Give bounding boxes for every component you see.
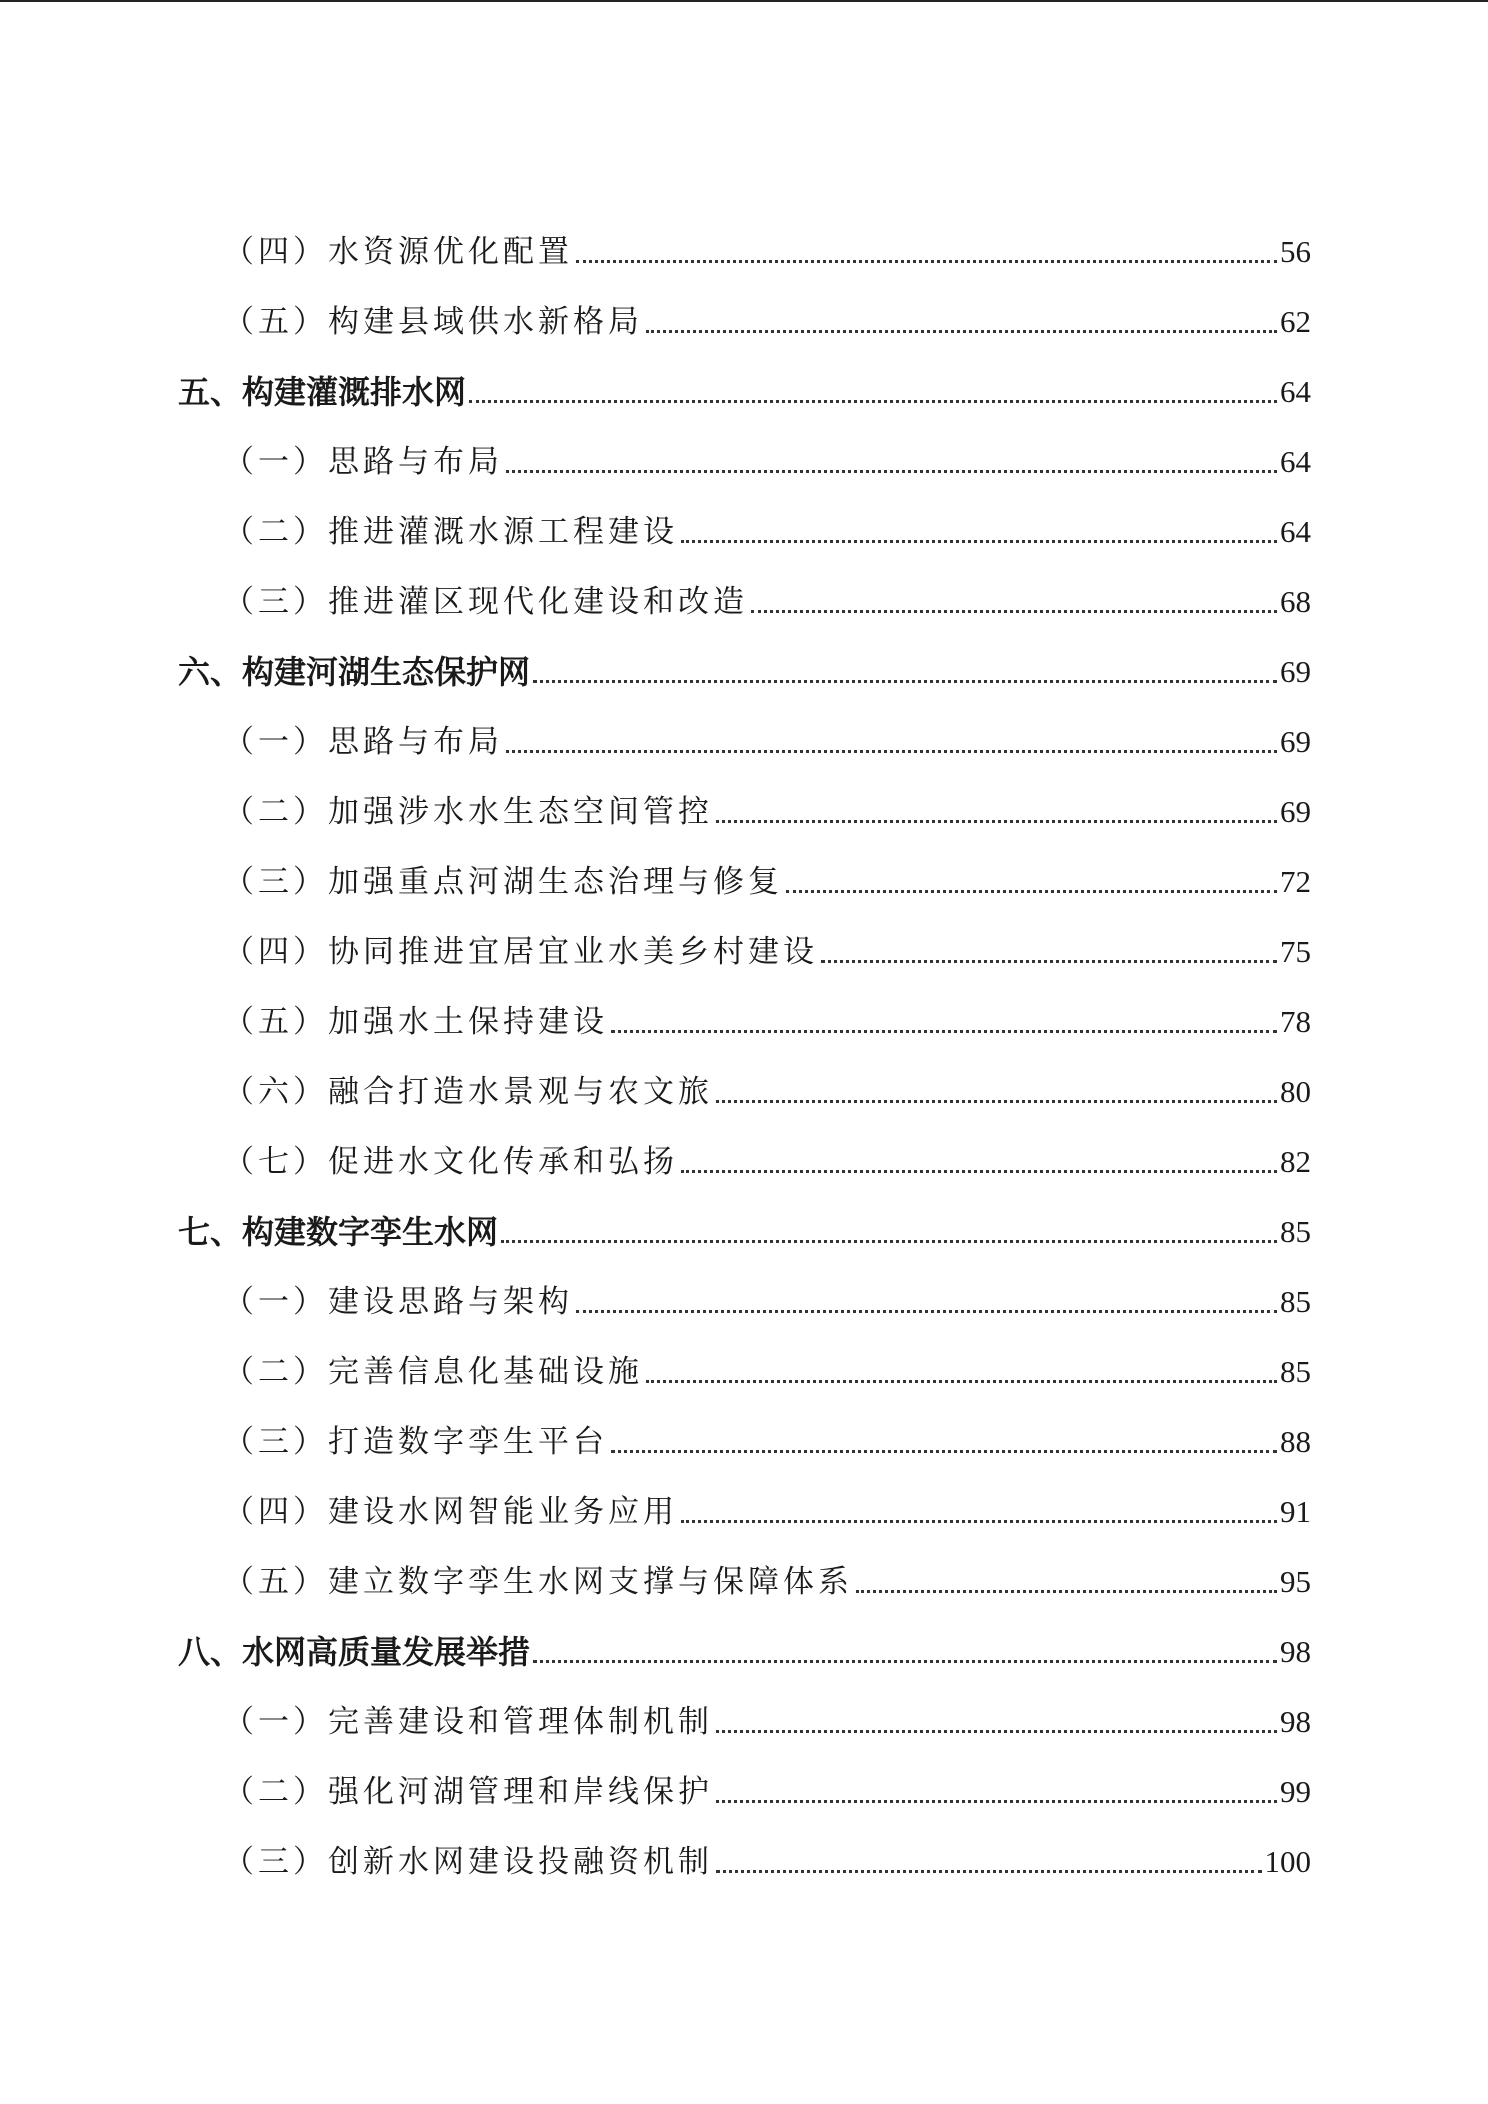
toc-page-number: 64 bbox=[1280, 444, 1311, 479]
toc-dot-leader bbox=[751, 610, 1277, 613]
toc-entry-section bbox=[223, 286, 1311, 342]
toc-entry-section bbox=[223, 1336, 1311, 1392]
toc-entry-title: （一）思路与布局 bbox=[223, 724, 503, 760]
toc-page-number: 80 bbox=[1280, 1074, 1311, 1109]
toc-page-number: 100 bbox=[1264, 1844, 1311, 1879]
toc-page-number: 85 bbox=[1280, 1214, 1311, 1249]
toc-entry-title: （一）思路与布局 bbox=[223, 444, 503, 480]
toc-page-number: 69 bbox=[1280, 794, 1311, 829]
toc-entry-title: （一）建设思路与架构 bbox=[223, 1284, 573, 1320]
toc-dot-leader bbox=[506, 750, 1277, 753]
toc-dot-leader bbox=[576, 260, 1277, 263]
toc-dot-leader bbox=[501, 1240, 1277, 1243]
toc-entry-title: （五）建立数字孪生水网支撑与保障体系 bbox=[223, 1564, 853, 1600]
toc-entry-section bbox=[223, 496, 1311, 552]
toc-entry-title: （五）加强水土保持建设 bbox=[223, 1004, 608, 1040]
toc-page-number: 98 bbox=[1280, 1634, 1311, 1669]
toc-dot-leader bbox=[469, 400, 1277, 403]
toc-page-number: 99 bbox=[1280, 1774, 1311, 1809]
toc-page-number: 72 bbox=[1280, 864, 1311, 899]
toc-dot-leader bbox=[821, 960, 1277, 963]
toc-entry-chapter bbox=[178, 1196, 1311, 1252]
toc-page-number: 64 bbox=[1280, 514, 1311, 549]
toc-dot-leader bbox=[506, 470, 1277, 473]
toc-entry-section bbox=[223, 1126, 1311, 1182]
toc-dot-leader bbox=[681, 1520, 1277, 1523]
toc-dot-leader bbox=[611, 1030, 1277, 1033]
toc-page-number: 64 bbox=[1280, 374, 1311, 409]
toc-entry-section bbox=[223, 216, 1311, 272]
toc-dot-leader bbox=[716, 1100, 1277, 1103]
toc-entry-title: （三）打造数字孪生平台 bbox=[223, 1424, 608, 1460]
toc-entry-chapter bbox=[178, 1616, 1311, 1672]
toc-entry-chapter bbox=[178, 356, 1311, 412]
toc-entry-section bbox=[223, 426, 1311, 482]
toc-dot-leader bbox=[576, 1310, 1277, 1313]
toc-dot-leader bbox=[786, 890, 1277, 893]
toc-entry-section bbox=[223, 566, 1311, 622]
toc-entry-title: （三）加强重点河湖生态治理与修复 bbox=[223, 864, 783, 900]
toc-entry-title: （二）加强涉水水生态空间管控 bbox=[223, 794, 713, 830]
toc-page-number: 82 bbox=[1280, 1144, 1311, 1179]
toc-entry-title: （四）水资源优化配置 bbox=[223, 234, 573, 270]
toc-page-number: 85 bbox=[1280, 1284, 1311, 1319]
toc-entry-section bbox=[223, 1546, 1311, 1602]
toc-entry-title: （四）协同推进宜居宜业水美乡村建设 bbox=[223, 934, 818, 970]
toc-entry-title: （三）创新水网建设投融资机制 bbox=[223, 1844, 713, 1880]
toc-entry-title: （二）推进灌溉水源工程建设 bbox=[223, 514, 678, 550]
toc-entry-title: （一）完善建设和管理体制机制 bbox=[223, 1704, 713, 1740]
toc-page-number: 68 bbox=[1280, 584, 1311, 619]
toc-dot-leader bbox=[716, 1870, 1262, 1873]
toc-page-number: 75 bbox=[1280, 934, 1311, 969]
toc-dot-leader bbox=[716, 820, 1277, 823]
toc-entry-title: （六）融合打造水景观与农文旅 bbox=[223, 1074, 713, 1110]
toc-entry-section bbox=[223, 1406, 1311, 1462]
page-top-border bbox=[0, 0, 1488, 2]
toc-entry-section bbox=[223, 1826, 1311, 1882]
toc-entry-chapter bbox=[178, 636, 1311, 692]
toc-dot-leader bbox=[611, 1450, 1277, 1453]
toc-entry-section bbox=[223, 1686, 1311, 1742]
toc-entry-title: （三）推进灌区现代化建设和改造 bbox=[223, 584, 748, 620]
toc-entry-title: （五）构建县域供水新格局 bbox=[223, 304, 643, 340]
toc-entry-title: （四）建设水网智能业务应用 bbox=[223, 1494, 678, 1530]
toc-entry-section bbox=[223, 1476, 1311, 1532]
toc-entry-section bbox=[223, 986, 1311, 1042]
toc-entry-title: 八、水网高质量发展举措 bbox=[178, 1633, 531, 1671]
toc-page-number: 56 bbox=[1280, 234, 1311, 269]
toc-dot-leader bbox=[856, 1590, 1277, 1593]
toc-entry-title: 六、构建河湖生态保护网 bbox=[178, 653, 531, 691]
toc-entry-title: 七、构建数字孪生水网 bbox=[178, 1213, 499, 1251]
toc-dot-leader bbox=[681, 1170, 1277, 1173]
toc-dot-leader bbox=[716, 1800, 1277, 1803]
toc-entry-title: （二）完善信息化基础设施 bbox=[223, 1354, 643, 1390]
toc-entry-title: （二）强化河湖管理和岸线保护 bbox=[223, 1774, 713, 1810]
toc-entry-section bbox=[223, 1756, 1311, 1812]
toc-page-number: 78 bbox=[1280, 1004, 1311, 1039]
toc-entry-section bbox=[223, 1056, 1311, 1112]
toc-dot-leader bbox=[646, 1380, 1277, 1383]
toc-entry-title: （七）促进水文化传承和弘扬 bbox=[223, 1144, 678, 1180]
toc-page-number: 98 bbox=[1280, 1704, 1311, 1739]
toc-dot-leader bbox=[681, 540, 1277, 543]
toc-page-number: 91 bbox=[1280, 1494, 1311, 1529]
toc-page-number: 88 bbox=[1280, 1424, 1311, 1459]
toc-page-number: 62 bbox=[1280, 304, 1311, 339]
toc-dot-leader bbox=[533, 680, 1277, 683]
toc-entry-section bbox=[223, 846, 1311, 902]
toc-entry-section bbox=[223, 776, 1311, 832]
toc-dot-leader bbox=[533, 1660, 1277, 1663]
toc-dot-leader bbox=[716, 1730, 1277, 1733]
toc-page-number: 69 bbox=[1280, 654, 1311, 689]
toc-page-number: 85 bbox=[1280, 1354, 1311, 1389]
toc-page-number: 69 bbox=[1280, 724, 1311, 759]
toc-entry-section bbox=[223, 706, 1311, 762]
toc-entry-section bbox=[223, 916, 1311, 972]
toc-entry-title: 五、构建灌溉排水网 bbox=[178, 373, 467, 411]
toc-entry-section bbox=[223, 1266, 1311, 1322]
toc-dot-leader bbox=[646, 330, 1277, 333]
toc-page-number: 95 bbox=[1280, 1564, 1311, 1599]
